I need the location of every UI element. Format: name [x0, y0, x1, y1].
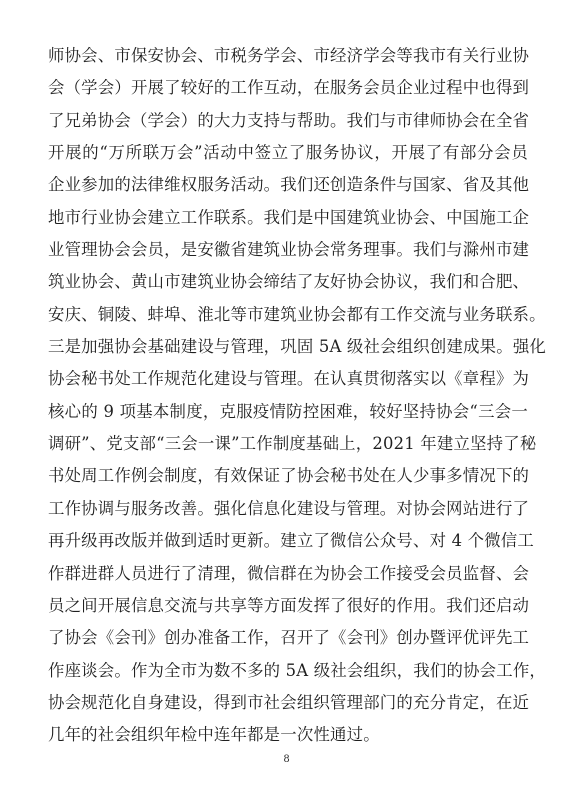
- text-line: 了协会《会刊》创办准备工作，召开了《会刊》创办暨评优评先工: [48, 628, 530, 648]
- text-line: 筑业协会、黄山市建筑业协会缔结了友好协会协议，我们和合肥、: [48, 272, 530, 292]
- text-line: 核心的 9 项基本制度，克服疫情防控困难，较好坚持协会“三会一: [48, 401, 528, 421]
- text-line: 师协会、市保安协会、市税务学会、市经济学会等我市有关行业协: [48, 46, 530, 65]
- text-line: 协会秘书处工作规范化建设与管理。在认真贯彻落实以《章程》为: [48, 369, 530, 389]
- text-line: 几年的社会组织年检中连年都是一次性通过。: [48, 725, 380, 745]
- text-line: 再升级再改版并做到适时更新。建立了微信公众号、对 4 个微信工: [48, 531, 534, 551]
- text-line: 书处周工作例会制度，有效保证了协会秘书处在人少事多情况下的: [48, 466, 530, 486]
- text-line: 作座谈会。作为全市为数不多的 5A 级社会组织，我们的协会工作，: [48, 660, 547, 680]
- text-line: 员之间开展信息交流与共享等方面发挥了很好的作用。我们还启动: [48, 595, 530, 615]
- text-line: 调研”、党支部“三会一课”工作制度基础上，2021 年建立坚持了秘: [48, 434, 537, 454]
- text-line: 了兄弟协会（学会）的大力支持与帮助。我们与市律师协会在全省: [48, 110, 530, 130]
- text-line: 地市行业协会建立工作联系。我们是中国建筑业协会、中国施工企: [48, 207, 530, 227]
- text-line: 开展的“万所联万会”活动中签立了服务协议，开展了有部分会员: [48, 143, 528, 163]
- body-paragraph: [48, 40, 547, 752]
- text-line: 业管理协会会员，是安徽省建筑业协会常务理事。我们与滁州市建: [48, 240, 530, 260]
- text-line: 协会规范化自身建设，得到市社会组织管理部门的充分肯定，在近: [48, 692, 530, 712]
- text-line: 工作协调与服务改善。强化信息化建设与管理。对协会网站进行了: [48, 498, 530, 518]
- text-line: 安庆、铜陵、蚌埠、淮北等市建筑业协会都有工作交流与业务联系。: [48, 304, 546, 324]
- text-line: 会（学会）开展了较好的工作互动，在服务会员企业过程中也得到: [48, 78, 530, 98]
- page-number: 8: [283, 754, 290, 765]
- text-line: 三是加强协会基础建设与管理，巩固 5A 级社会组织创建成果。强化: [48, 337, 547, 357]
- text-line: 企业参加的法律维权服务活动。我们还创造条件与国家、省及其他: [48, 175, 530, 195]
- text-line: 作群进群人员进行了清理，微信群在为协会工作接受会员监督、会: [48, 563, 530, 583]
